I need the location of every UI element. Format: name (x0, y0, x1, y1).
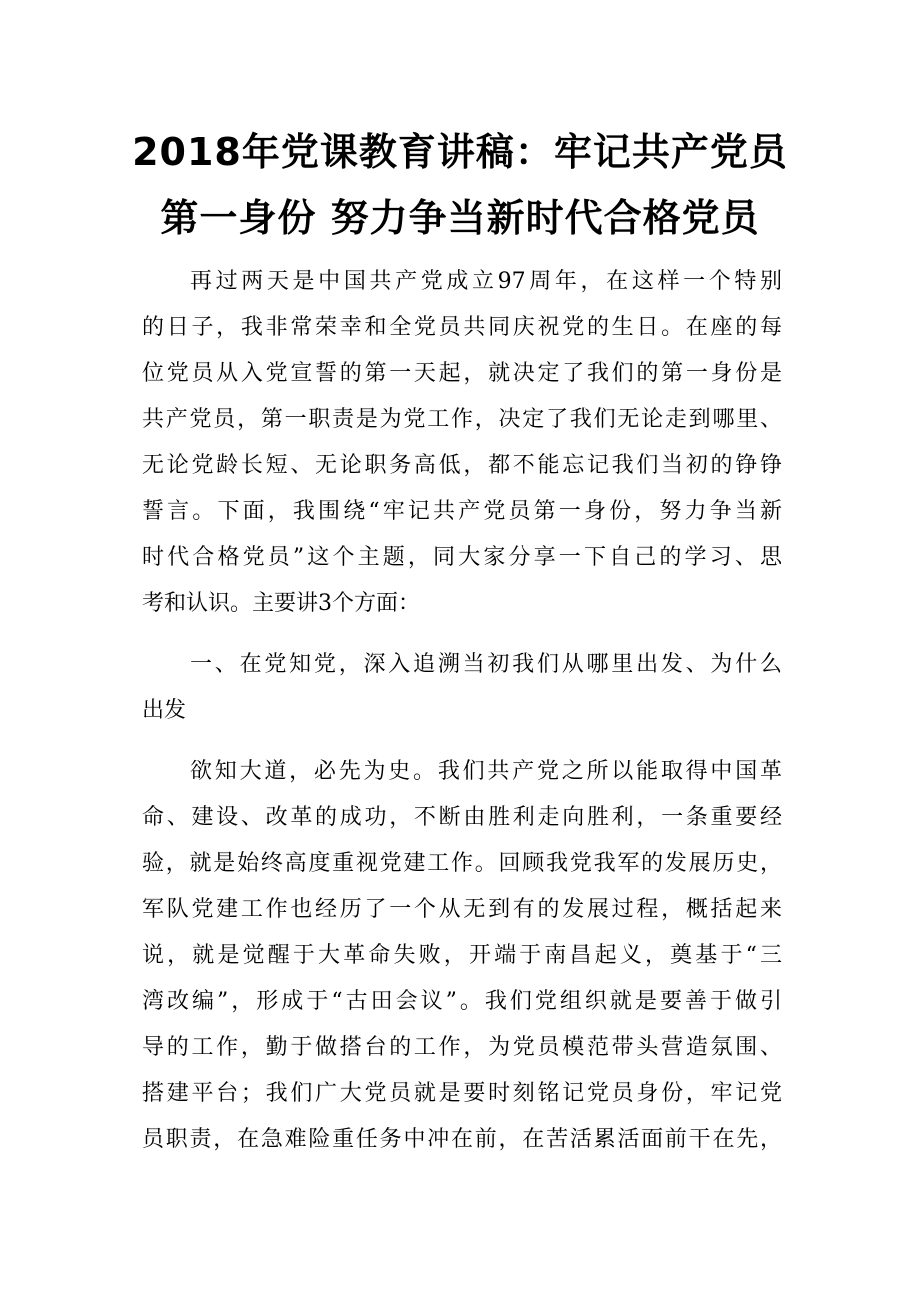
paragraph-line: 员职责，在急难险重任务中冲在前，在苦活累活面前干在先， (142, 1127, 782, 1152)
paragraph-line: 搭建平台；我们广大党员就是要时刻铭记党员身份，牢记党 (142, 1081, 782, 1106)
paragraph-line: 考和认识。主要讲3个方面： (142, 591, 420, 616)
paragraph-line: 共产党员，第一职责是为党工作，决定了我们无论走到哪里、 (142, 407, 782, 432)
paragraph-line: 导的工作，勤于做搭台的工作，为党员模范带头营造氛围、 (142, 1035, 782, 1060)
paragraph-line: 时代合格党员”这个主题，同大家分享一下自己的学习、思 (142, 545, 782, 570)
document-title-line-1: 2018年党课教育讲稿：牢记共产党员 (132, 130, 788, 174)
paragraph-line: 验，就是始终高度重视党建工作。回顾我党我军的发展历史， (142, 851, 782, 876)
paragraph-line: 的日子，我非常荣幸和全党员共同庆祝党的生日。在座的每 (142, 315, 782, 340)
paragraph-line: 说，就是觉醒于大革命失败，开端于南昌起义，奠基于“三 (142, 943, 782, 968)
paragraph-line: 再过两天是中国共产党成立97周年，在这样一个特别 (190, 269, 782, 294)
paragraph-line: 誓言。下面，我围绕“牢记共产党员第一身份，努力争当新 (142, 499, 782, 524)
paragraph-line: 无论党龄长短、无论职务高低，都不能忘记我们当初的铮铮 (142, 453, 782, 478)
paragraph-line: 命、建设、改革的成功，不断由胜利走向胜利，一条重要经 (142, 805, 782, 830)
document-title-line-2: 第一身份 努力争当新时代合格党员 (160, 196, 760, 240)
paragraph-line: 欲知大道，必先为史。我们共产党之所以能取得中国革 (190, 759, 782, 784)
section-heading-line: 出发 (142, 698, 187, 723)
paragraph-line: 湾改编”，形成于“古田会议”。我们党组织就是要善于做引 (142, 989, 782, 1014)
paragraph-line: 位党员从入党宣誓的第一天起，就决定了我们的第一身份是 (142, 361, 782, 386)
section-heading-line: 一、在党知党，深入追溯当初我们从哪里出发、为什么 (190, 652, 782, 677)
paragraph-line: 军队党建工作也经历了一个从无到有的发展过程，概括起来 (142, 897, 782, 922)
